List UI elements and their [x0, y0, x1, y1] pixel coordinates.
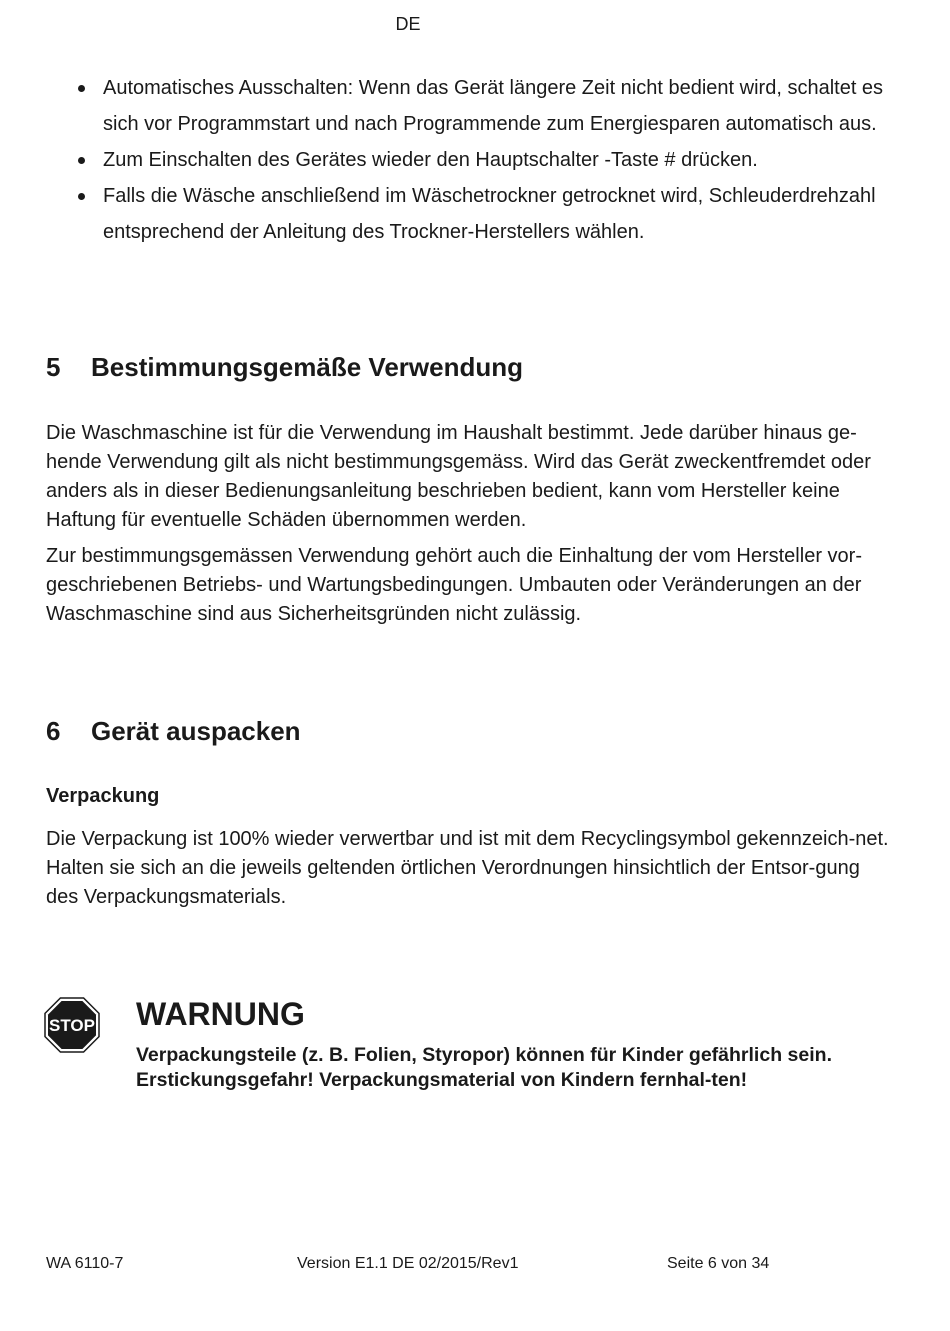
- bullet-icon: [78, 85, 85, 92]
- section-5-paragraph-2: Zur bestimmungsgemässen Verwendung gehört auch die Einhaltung der vom Hersteller vor-geschriebenen Betriebs- und Wartungsbedingungen. Umbauten oder Veränderungen an der Waschmaschine sind aus Sicherheitsgründen nicht zulässig.: [46, 545, 862, 625]
- stop-sign-label: STOP: [49, 1016, 95, 1035]
- footer-model: WA 6110-7: [46, 1255, 124, 1272]
- section-number: 6: [46, 716, 61, 746]
- list-item: [46, 70, 906, 142]
- language-label: DE: [395, 14, 421, 34]
- section-6-subheading: Verpackung: [46, 785, 160, 807]
- list-item-text: Zum Einschalten des Gerätes wieder den Hauptschalter -Taste # drücken.: [103, 149, 758, 171]
- footer-version: Version E1.1 DE 02/2015/Rev1: [297, 1255, 519, 1272]
- warning-text: Verpackungsteile (z. B. Folien, Styropor) können für Kinder gefährlich sein. Erstickungsgefahr! Verpackungsmaterial von Kindern fernhal-ten!: [136, 1044, 832, 1091]
- footer-page-number: Seite 6 von 34: [667, 1255, 770, 1272]
- bullet-icon: [78, 193, 85, 200]
- bullet-list: [46, 70, 906, 250]
- section-title: Bestimmungsgemäße Verwendung: [91, 352, 523, 382]
- list-item: [46, 178, 906, 250]
- bullet-icon: [78, 157, 85, 164]
- stop-sign-icon: [44, 997, 100, 1053]
- section-5-heading: [46, 352, 523, 383]
- warning-title: WARNUNG: [136, 996, 305, 1032]
- section-6-paragraph: Die Verpackung ist 100% wieder verwertbar und ist mit dem Recyclingsymbol gekennzeich-net. Halten sie sich an die jeweils geltenden örtlichen Verordnungen hinsichtlich der Entsor-gung des Verpackungsmaterials.: [46, 828, 889, 908]
- list-item-text: Falls die Wäsche anschließend im Wäschetrockner getrocknet wird, Schleuderdrehzahl entsprechend der Anleitung des Trockner-Herstellers wählen.: [103, 185, 876, 243]
- section-title: Gerät auspacken: [91, 716, 301, 746]
- section-6-heading: [46, 716, 301, 747]
- list-item: [46, 142, 906, 178]
- section-number: 5: [46, 352, 61, 382]
- list-item-text: Automatisches Ausschalten: Wenn das Gerät längere Zeit nicht bedient wird, schaltet es sich vor Programmstart und nach Programmende zum Energiesparen automatisch aus.: [103, 77, 884, 135]
- section-5-paragraph-1: Die Waschmaschine ist für die Verwendung im Haushalt bestimmt. Jede darüber hinaus ge-hende Verwendung gilt als nicht bestimmungsgemäss. Wird das Gerät zweckentfremdet oder anders als in dieser Bedienungsanleitung beschrieben bedient, kann vom Hersteller keine Haftung für eventuelle Schäden übernommen werden.: [46, 422, 871, 531]
